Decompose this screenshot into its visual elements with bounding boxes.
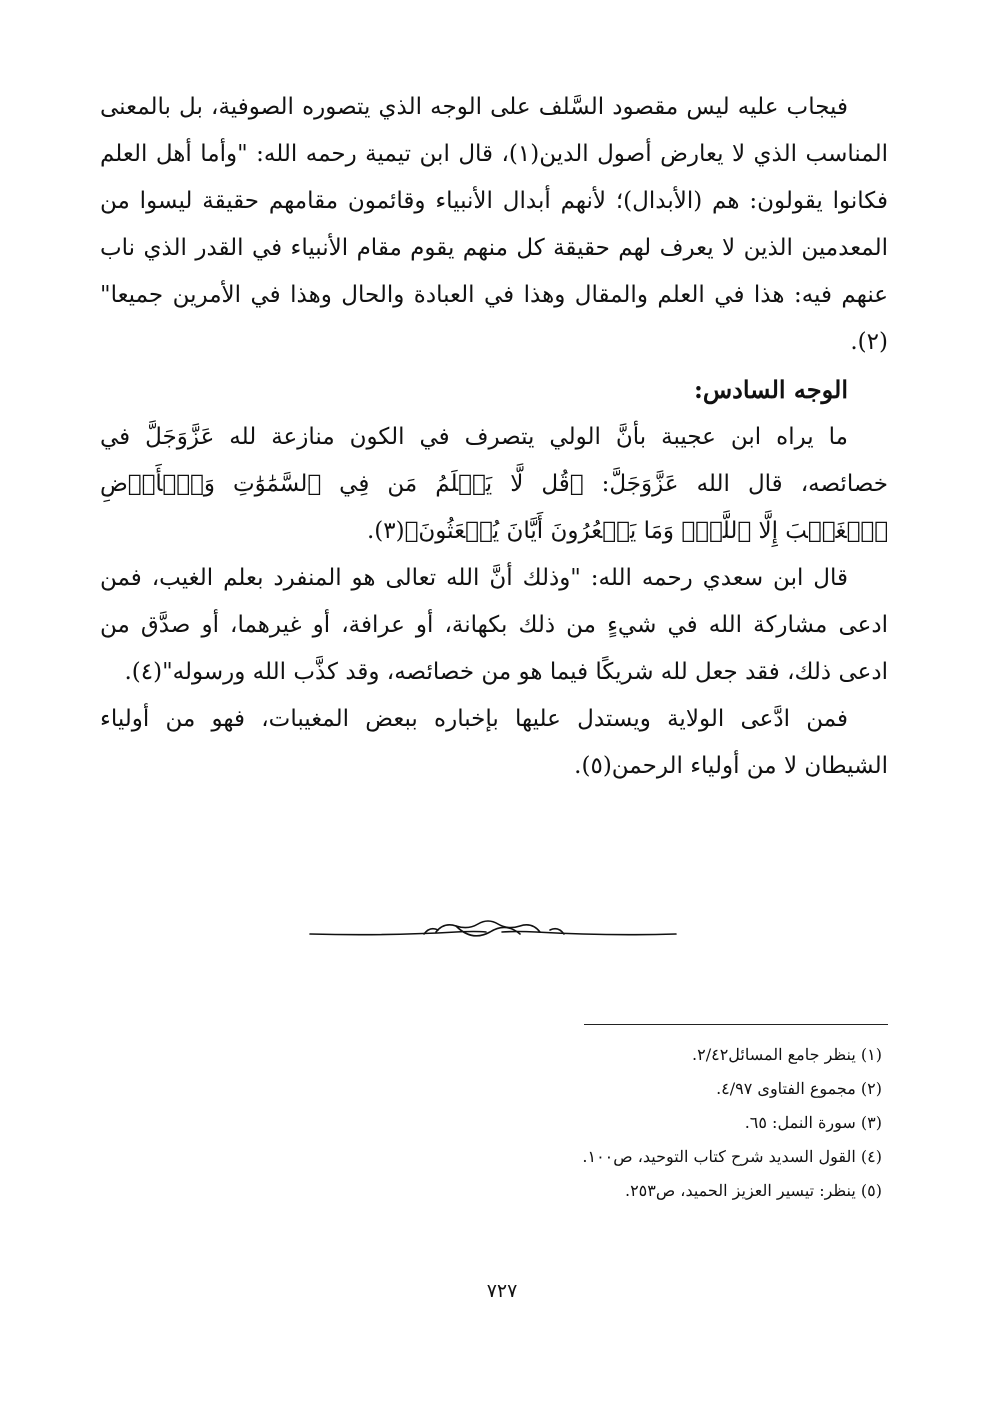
footnotes [300,1038,888,1208]
main-text [100,84,888,790]
section-divider-ornament [306,912,680,948]
flourish-icon [306,912,680,948]
section-heading: الوجه السادس: [694,375,848,404]
footnote-1: (١) ينظر جامع المسائل٢/٤٢. [692,1045,882,1064]
paragraph-tasarruf: ما يراه ابن عجيبة بأنَّ الولي يتصرف في الكون منازعة لله عَزَّوَجَلَّ في خصائصه، قال الله عَزَّوَجَلَّ: ﴿قُل لَّا يَعۡلَمُ مَن فِي ٱلسَّمَٰوَٰتِ وَٱلۡأَرۡضِ ٱلۡغَيۡبَ إِلَّا ٱللَّهُۚ وَمَا يَشۡعُرُونَ أَيَّانَ يُبۡعَثُونَ﴾(٣). [100,424,888,544]
footnote-3: (٣) سورة النمل: ٦٥. [744,1113,882,1132]
page-number: ٧٢٧ [486,1280,518,1302]
footnote-separator [584,1024,888,1025]
paragraph-abdal: فيجاب عليه ليس مقصود السَّلف على الوجه الذي يتصوره الصوفية، بل بالمعنى المناسب الذي لا يعارض أصول الدين(١)، قال ابن تيمية رحمه الله: "وأما أهل العلم فكانوا يقولون: هم (الأبدال)؛ لأنهم أبدال الأنبياء وقائمون مقامهم حقيقة ليسوا من المعدمين الذين لا يعرف لهم حقيقة كل منهم يقوم مقام الأنبياء في القدر الذي ناب عنهم فيه: هذا في العلم والمقال وهذا في العبادة والحال وهذا في الأمرين جميعا"(٢). [100,94,889,355]
paragraph-awliya: فمن ادَّعى الولاية ويستدل عليها بإخباره ببعض المغيبات، فهو من أولياء الشيطان لا من أولياء الرحمن(٥). [100,706,888,779]
footnote-2: (٢) مجموع الفتاوى ٤/٩٧. [716,1079,882,1098]
footnote-5: (٥) ينظر: تيسير العزيز الحميد، ص٢٥٣. [624,1181,882,1200]
paragraph-ibn-saadi: قال ابن سعدي رحمه الله: "وذلك أنَّ الله تعالى هو المنفرد بعلم الغيب، فمن ادعى مشاركة الله في شيءٍ من ذلك بكهانة، أو عرافة، أو غيرهما، أو صدَّق من ادعى ذلك، فقد جعل لله شريكًا فيما هو من خصائصه، وقد كذَّب الله ورسوله"(٤). [100,565,888,685]
footnote-4: (٤) القول السديد شرح كتاب التوحيد، ص١٠٠. [582,1147,882,1166]
